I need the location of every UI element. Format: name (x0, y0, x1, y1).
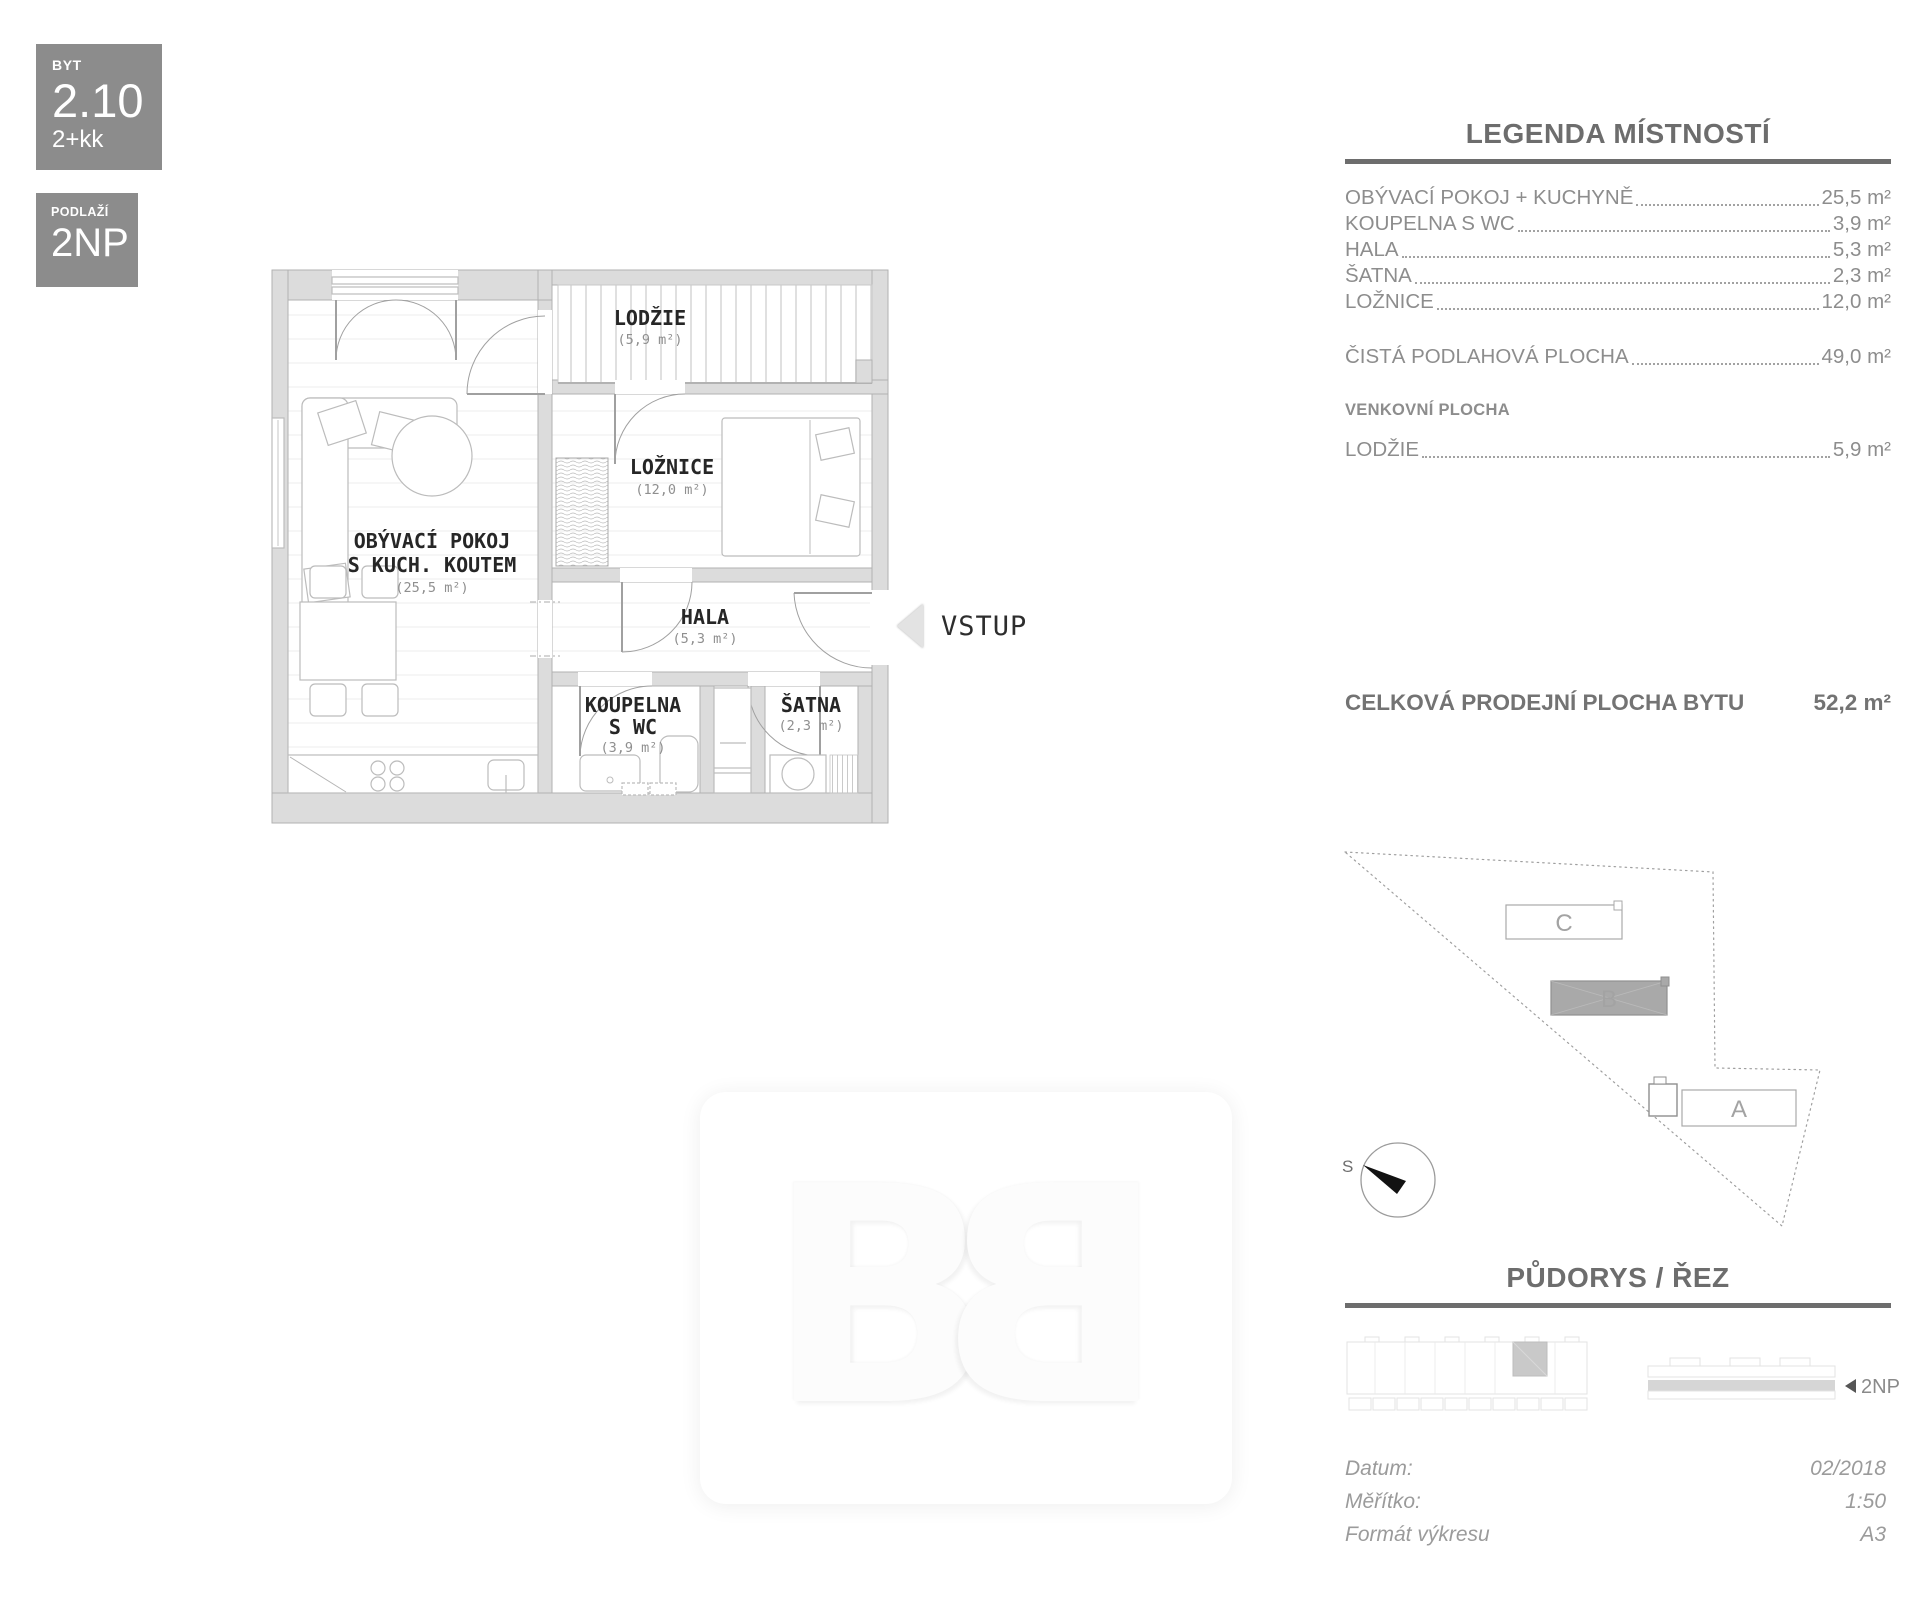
brand-monogram-letter: B (766, 1123, 995, 1472)
mini-section-floor-highlight (1648, 1380, 1835, 1391)
label-koupelna-area: (3,9 m²) (600, 740, 666, 756)
outdoor-row (1345, 437, 1891, 463)
legend-row (1345, 289, 1891, 315)
legend-title: LEGENDA MÍSTNOSTÍ (1465, 118, 1771, 149)
loggia-pier (856, 360, 872, 383)
legend-rule (1345, 159, 1891, 164)
entry-label: VSTUP (941, 610, 1028, 642)
wall-bottom (272, 793, 888, 823)
entry-arrow-icon (897, 604, 923, 648)
dot-leader (1415, 282, 1830, 284)
label-obyvaci-2: S KUCH. KOUTEM (347, 553, 517, 577)
washing-machine (770, 755, 826, 793)
shelving (830, 755, 858, 793)
meta-label: Měřítko: (1345, 1490, 1421, 1513)
dot-leader (1422, 456, 1830, 458)
compass-north-label: S (1342, 1157, 1354, 1176)
dashed-fixture (622, 783, 648, 795)
label-satna: ŠATNA (780, 693, 842, 717)
total-area-value: 52,2 m² (1813, 690, 1891, 715)
section-rule (1345, 1303, 1891, 1308)
meta-label: Formát výkresu (1345, 1523, 1490, 1546)
building-b-highlighted (1551, 977, 1669, 1015)
cooktop-burner (390, 761, 404, 775)
shower-wc (714, 688, 751, 768)
legend-row-value: 25,5 m² (1821, 186, 1891, 209)
label-lodzie-area: (5,9 m²) (617, 332, 683, 348)
entry-marker (897, 604, 1027, 648)
legend-row-label: KOUPELNA S WC (1345, 212, 1515, 235)
legend-row (1345, 237, 1891, 263)
mini-floorplan (1347, 1337, 1587, 1410)
floorplan-drawing (270, 268, 890, 826)
outdoor-row-value: 5,9 m² (1832, 438, 1891, 461)
dot-leader (1437, 308, 1819, 310)
label-hala-area: (5,3 m²) (672, 631, 738, 647)
building-c (1506, 901, 1622, 939)
legend-row (1345, 263, 1891, 289)
total-area-row (1345, 690, 1891, 716)
floor-badge-kicker: PODLAŽÍ (51, 205, 109, 219)
compass (1342, 1143, 1435, 1217)
floor-marker-label: 2NP (1861, 1376, 1900, 1398)
dot-leader (1636, 204, 1818, 206)
unit-number: 2.10 (52, 74, 144, 127)
wall-satna-left (751, 686, 765, 793)
window-frame (332, 277, 458, 284)
label-lodzie: LODŽIE (613, 306, 687, 330)
floor-badge (36, 193, 138, 287)
legend-row-value: 2,3 m² (1832, 264, 1891, 287)
dot-leader (1518, 230, 1830, 232)
legend-row-label: HALA (1345, 238, 1399, 261)
legend-row (1345, 211, 1891, 237)
outdoor-row-label: LODŽIE (1345, 438, 1420, 461)
room-lodzie (558, 285, 872, 383)
meta-label: Datum: (1345, 1457, 1413, 1480)
meta-row (1345, 1485, 1886, 1518)
wall-top-loggia (552, 270, 888, 285)
building-b-label: B (1600, 986, 1618, 1013)
label-loznice-area: (12,0 m²) (635, 482, 709, 498)
meta-row (1345, 1452, 1886, 1485)
floor-value: 2NP (51, 221, 129, 265)
building-c-label: C (1555, 910, 1573, 937)
legend-row (1345, 185, 1891, 211)
wall-satna-right (858, 686, 872, 793)
label-loznice: LOŽNICE (629, 455, 715, 479)
chair (310, 566, 346, 598)
wall-bedroom-hall (552, 568, 872, 582)
brand-monogram-letter-mirrored: B (937, 1123, 1166, 1472)
outdoor-heading: VENKOVNÍ PLOCHA (1345, 401, 1510, 419)
meta-value: A3 (1860, 1523, 1886, 1546)
chair (362, 684, 398, 716)
chair (310, 684, 346, 716)
round-rug (392, 416, 472, 496)
legend-row-value: 12,0 m² (1821, 290, 1891, 313)
brand-watermark-card (700, 1092, 1232, 1504)
legend-row-label: OBÝVACÍ POKOJ + KUCHYNĚ (1345, 186, 1634, 209)
dashed-fixture (650, 783, 676, 795)
room-legend (1345, 118, 1891, 463)
net-area-row (1345, 344, 1891, 370)
label-koupelna-1: KOUPELNA (584, 693, 682, 717)
label-hala: HALA (680, 605, 730, 629)
meta-value: 02/2018 (1810, 1457, 1886, 1480)
wardrobe (556, 458, 608, 566)
label-obyvaci-1: OBÝVACÍ POKOJ (353, 529, 511, 553)
mini-section (1648, 1358, 1900, 1399)
cooktop-burner (371, 777, 385, 791)
net-area-value: 49,0 m² (1821, 345, 1891, 368)
cooktop-burner (371, 761, 385, 775)
legend-row-label: LOŽNICE (1345, 290, 1434, 313)
legend-row-label: ŠATNA (1345, 264, 1412, 287)
window-frame (332, 287, 458, 294)
unit-badge (36, 44, 162, 170)
cooktop-burner (390, 777, 404, 791)
dot-leader (1632, 363, 1819, 365)
legend-rows (1345, 185, 1891, 315)
building-a-label: A (1730, 1096, 1748, 1123)
unit-badge-kicker: BYT (52, 57, 82, 73)
section-header (1345, 1262, 1891, 1308)
dot-leader (1402, 256, 1830, 258)
key-drawings (1345, 1328, 1905, 1458)
total-area-label: CELKOVÁ PRODEJNÍ PLOCHA BYTU (1345, 690, 1745, 715)
meta-value: 1:50 (1845, 1490, 1886, 1513)
legend-row-value: 5,3 m² (1832, 238, 1891, 261)
site-plan (1340, 840, 1900, 1240)
section-title: PŮDORYS / ŘEZ (1506, 1262, 1730, 1293)
drawing-meta (1345, 1452, 1886, 1551)
building-a (1649, 1077, 1796, 1126)
wall-bath-right (700, 686, 714, 793)
wall-right (872, 270, 888, 823)
net-area-label: ČISTÁ PODLAHOVÁ PLOCHA (1345, 345, 1629, 368)
dining-table (300, 602, 396, 680)
label-koupelna-2: S WC (608, 715, 658, 739)
label-satna-area: (2,3 m²) (778, 718, 844, 734)
legend-row-value: 3,9 m² (1832, 212, 1891, 235)
cabinet (714, 773, 751, 793)
floor-marker-arrow-icon (1845, 1379, 1856, 1393)
label-obyvaci-area: (25,5 m²) (395, 580, 469, 596)
unit-layout: 2+kk (52, 126, 104, 153)
meta-row (1345, 1518, 1886, 1551)
